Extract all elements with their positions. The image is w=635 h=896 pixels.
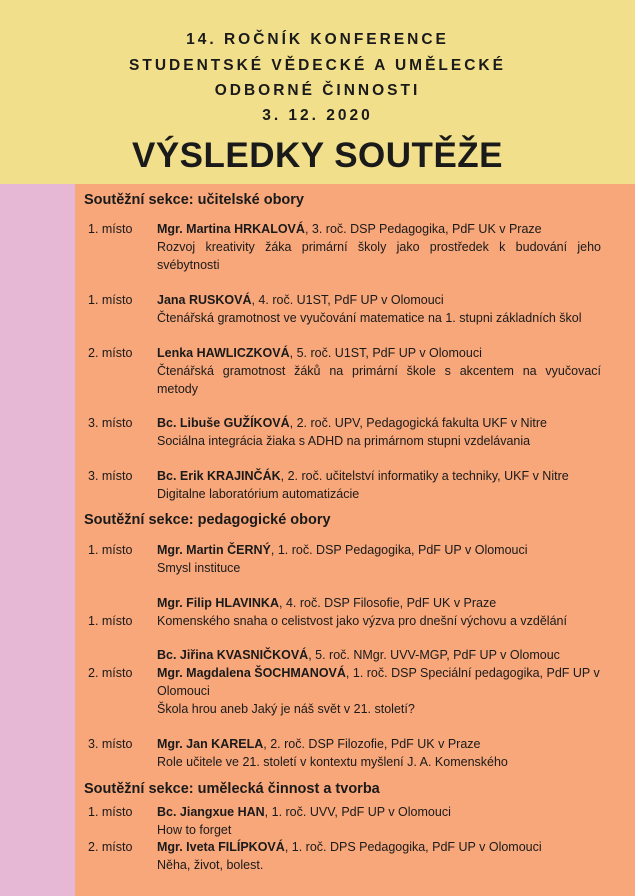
entry-author <box>157 805 451 819</box>
entry-author <box>157 293 444 307</box>
author-name: Mgr. Filip HLAVINKA <box>157 596 279 610</box>
entry-author <box>157 346 482 360</box>
entry-topic: Sociálna integrácia žiaka s ADHD na primárnom stupni vzdelávania <box>157 434 531 448</box>
author-name: Mgr. Iveta FILÍPKOVÁ <box>157 840 285 854</box>
entry-place: 1. místo <box>88 222 133 236</box>
author-info: , 3. roč. DSP Pedagogika, PdF UK v Praze <box>304 222 542 236</box>
coauthor-info: , 1. roč. DSP Speciální pedagogika, PdF UP v <box>345 666 600 680</box>
entry-place: 1. místo <box>88 614 133 628</box>
coauthor-name: Mgr. Magdalena ŠOCHMANOVÁ <box>157 666 346 680</box>
entry-place: 1. místo <box>88 293 133 307</box>
sidebar-band <box>0 184 75 896</box>
author-info: , 1. roč. DPS Pedagogika, PdF UP v Olomouci <box>284 840 542 854</box>
entry-author <box>157 222 542 236</box>
author-name: Mgr. Martin ČERNÝ <box>157 543 271 557</box>
author-info: , 2. roč. DSP Filozofie, PdF UK v Praze <box>263 737 481 751</box>
author-info: , 4. roč. U1ST, PdF UP v Olomouci <box>251 293 444 307</box>
entry-topic: Smysl instituce <box>157 561 241 575</box>
author-info: , 5. roč. NMgr. UVV-MGP, PdF UP v Olomouc <box>308 648 560 662</box>
author-name: Bc. Jiřina KVASNIČKOVÁ <box>157 648 309 662</box>
entry-author <box>157 596 496 610</box>
entry-place: 3. místo <box>88 737 133 751</box>
author-name: Mgr. Martina HRKALOVÁ <box>157 222 305 236</box>
entry-place: 3. místo <box>88 469 133 483</box>
conference-name: STUDENTSKÉ VĚDECKÉ A UMĚLECKÉ <box>129 57 506 74</box>
entry-place: 3. místo <box>88 416 133 430</box>
entry-topic-cont: svébytnosti <box>157 258 220 272</box>
entry-topic: Komenského snaha o celistvost jako výzva pro dnešní výchovu a vzdělání <box>157 614 567 628</box>
entry-author <box>157 648 560 662</box>
author-name: Bc. Jiangxue HAN <box>157 805 265 819</box>
entry-author <box>157 469 569 483</box>
entry-topic: Něha, život, bolest. <box>157 858 264 872</box>
entry-topic: Rozvoj kreativity žáka primární školy jako prostředek k budování jeho <box>157 240 601 254</box>
page-title: VÝSLEDKY SOUTĚŽE <box>131 136 504 175</box>
entry-topic: Digitalne laboratórium automatizácie <box>157 487 360 501</box>
entry-place: 2. místo <box>88 666 133 680</box>
conference-name-2: ODBORNÉ ČINNOSTI <box>214 82 421 99</box>
entry-topic: Škola hrou aneb Jaký je náš svět v 21. století? <box>157 702 415 716</box>
coauthor-info-cont: Olomouci <box>157 684 210 698</box>
conference-date: 3. 12. 2020 <box>262 107 373 124</box>
author-name: Lenka HAWLICZKOVÁ <box>157 346 290 360</box>
entry-place: 2. místo <box>88 346 133 360</box>
entry-author <box>157 737 480 751</box>
section-heading: Soutěžní sekce: pedagogické obory <box>84 512 331 528</box>
entry-topic: How to forget <box>157 823 232 837</box>
entry-topic: Čtenářská gramotnost ve vyučování matematice na 1. stupni základních škol <box>157 311 582 325</box>
author-info: , 2. roč. UPV, Pedagogická fakulta UKF v Nitre <box>289 416 547 430</box>
conference-edition: 14. ROČNÍK KONFERENCE <box>186 31 449 48</box>
author-info: , 1. roč. DSP Pedagogika, PdF UP v Olomouci <box>270 543 528 557</box>
author-info: , 2. roč. učitelství informatiky a techniky, UKF v Nitre <box>280 469 569 483</box>
entry-author <box>157 416 547 430</box>
entry-place: 1. místo <box>88 805 133 819</box>
entry-topic-cont: metody <box>157 382 198 396</box>
entry-topic: Role učitele ve 21. století v kontextu myšlení J. A. Komenského <box>157 755 508 769</box>
author-name: Jana RUSKOVÁ <box>157 293 252 307</box>
entry-coauthor <box>157 666 600 680</box>
author-name: Bc. Libuše GUŽÍKOVÁ <box>157 416 290 430</box>
entry-author <box>157 543 528 557</box>
author-name: Mgr. Jan KARELA <box>157 737 264 751</box>
author-info: , 4. roč. DSP Filosofie, PdF UK v Praze <box>279 596 497 610</box>
entry-topic: Čtenářská gramotnost žáků na primární škole s akcentem na vyučovací <box>157 364 601 378</box>
entry-author <box>157 840 542 854</box>
author-name: Bc. Erik KRAJINČÁK <box>157 469 281 483</box>
author-info: , 1. roč. UVV, PdF UP v Olomouci <box>264 805 451 819</box>
entry-place: 2. místo <box>88 840 133 854</box>
section-heading: Soutěžní sekce: učitelské obory <box>84 192 304 208</box>
entry-place: 1. místo <box>88 543 133 557</box>
section-heading: Soutěžní sekce: umělecká činnost a tvorba <box>84 781 380 797</box>
author-info: , 5. roč. U1ST, PdF UP v Olomouci <box>289 346 482 360</box>
